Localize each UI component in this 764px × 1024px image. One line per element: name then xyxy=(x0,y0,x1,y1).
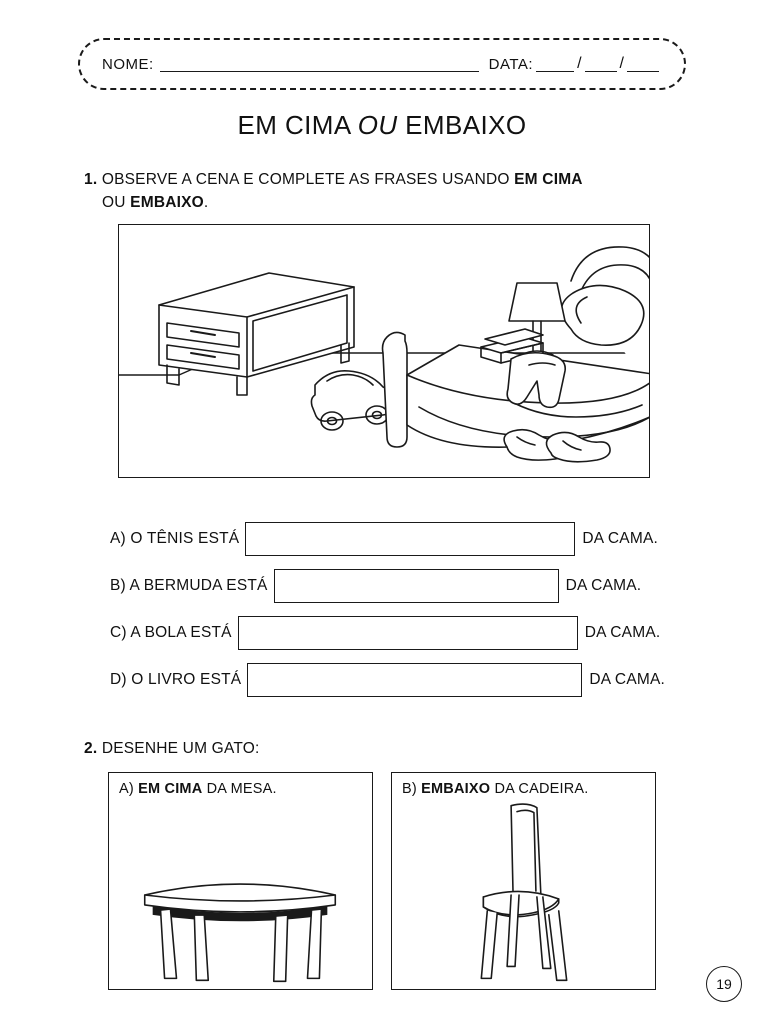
drawing-box-a-rest: DA MESA. xyxy=(202,781,277,797)
answer-blank-a[interactable] xyxy=(245,522,575,556)
exercise-1-bold-2: EMBAIXO xyxy=(130,194,204,212)
page-title xyxy=(0,110,764,141)
page-title-part1: EM CIMA xyxy=(237,110,358,140)
nome-label: NOME: xyxy=(102,55,154,73)
answer-row xyxy=(110,567,690,605)
drawing-boxes xyxy=(108,772,656,992)
drawing-box-a-bold: EM CIMA xyxy=(138,781,203,797)
answer-prefix: B) A BERMUDA ESTÁ xyxy=(110,577,268,594)
exercise-1-prompt xyxy=(84,168,684,215)
answer-suffix: DA CAMA. xyxy=(584,624,661,641)
answer-prefix: D) O LIVRO ESTÁ xyxy=(110,671,242,688)
drawing-box-b-rest: DA CADEIRA. xyxy=(490,781,589,797)
chair-illustration xyxy=(392,799,655,989)
drawing-box-a-label xyxy=(119,781,277,797)
answer-blank-c[interactable] xyxy=(238,616,578,650)
answer-suffix: DA CAMA. xyxy=(582,530,658,547)
exercise-2-text: DESENHE UM GATO: xyxy=(97,740,260,757)
exercise-2-prompt xyxy=(84,740,259,758)
page-title-part2: OU xyxy=(357,110,398,140)
nome-write-line[interactable] xyxy=(160,57,479,72)
date-year-slot[interactable] xyxy=(627,57,659,72)
drawing-box-b-letter: B) xyxy=(402,781,422,797)
exercise-2-number: 2. xyxy=(84,740,98,757)
drawing-box-chair[interactable] xyxy=(391,772,656,990)
exercise-1-text-3: . xyxy=(203,194,209,212)
answers-list xyxy=(110,520,690,708)
table-illustration xyxy=(109,799,372,989)
answer-row xyxy=(110,520,690,558)
date-month-slot[interactable] xyxy=(585,57,617,72)
name-date-box: NOME: DATA: / / xyxy=(78,38,686,90)
answer-blank-b[interactable] xyxy=(274,569,559,603)
answer-suffix: DA CAMA. xyxy=(589,671,666,688)
bedroom-scene-svg xyxy=(119,225,650,478)
page-title-part3: EMBAIXO xyxy=(397,110,527,140)
answer-prefix: C) A BOLA ESTÁ xyxy=(110,624,232,641)
answer-prefix: A) O TÊNIS ESTÁ xyxy=(110,530,240,547)
data-label: DATA: xyxy=(488,55,534,73)
exercise-1-text-2: OU xyxy=(102,194,131,212)
exercise-1-number: 1. xyxy=(84,171,98,188)
drawing-box-a-letter: A) xyxy=(119,781,139,797)
exercise-1-text-1: OBSERVE A CENA E COMPLETE AS FRASES USANDO xyxy=(97,171,515,188)
answer-row xyxy=(110,614,690,652)
answer-suffix: DA CAMA. xyxy=(565,577,642,594)
drawing-box-table[interactable] xyxy=(108,772,373,990)
drawing-box-b-label xyxy=(402,781,589,797)
exercise-1-bold-1: EM CIMA xyxy=(514,171,583,188)
answer-blank-d[interactable] xyxy=(247,663,582,697)
page-number: 19 xyxy=(706,966,742,1002)
answer-row xyxy=(110,661,690,699)
date-day-slot[interactable] xyxy=(536,57,574,72)
bedroom-scene-illustration xyxy=(118,224,650,478)
drawing-box-b-bold: EMBAIXO xyxy=(421,781,491,797)
